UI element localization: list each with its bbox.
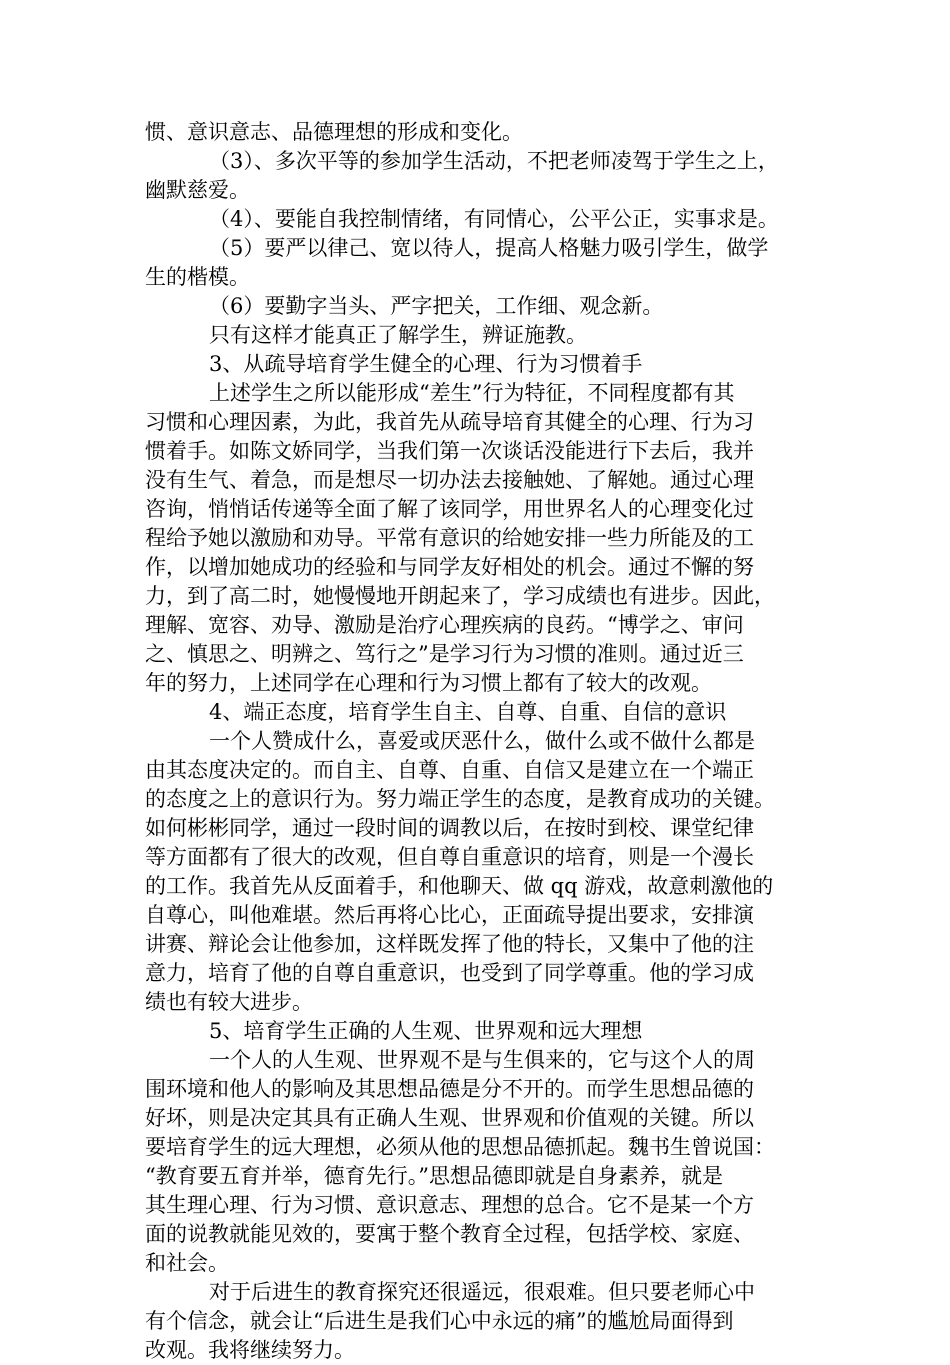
text-line: 好坏，则是决定其具有正确人生观、世界观和价值观的关键。所以 [145,1106,754,1130]
text-line: 围环境和他人的影响及其思想品德是分不开的。而学生思想品德的 [145,1077,754,1101]
text-line: 理解、宽容、劝导、激励是治疗心理疾病的良药。“博学之、审问 [145,613,744,637]
text-line: 等方面都有了很大的改观，但自尊自重意识的培育，则是一个漫长 [145,845,754,869]
text-line: 要培育学生的远大理想，必须从他的思想品德抓起。魏书生曾说国： [145,1135,775,1159]
text-line: 讲赛、辩论会让他参加，这样既发挥了他的特长，又集中了他的注 [145,932,754,956]
text-line: 一个人赞成什么，喜爱或厌恶什么，做什么或不做什么都是 [209,729,755,753]
text-line: 3、从疏导培育学生健全的心理、行为习惯着手 [209,352,643,376]
text-line: 惯着手。如陈文娇同学，当我们第一次谈话没能进行下去后，我并 [145,439,754,463]
text-line: （3）、多次平等的参加学生活动，不把老师凌驾于学生之上， [209,149,779,173]
text-line: “教育要五育并举，德育先行。”思想品德即就是自身素养，就是 [145,1164,723,1188]
text-line: 惯、意识意志、品德理想的形成和变化。 [145,120,523,144]
text-line: 和社会。 [145,1251,229,1275]
text-line: 由其态度决定的。而自主、自尊、自重、自信又是建立在一个端正 [145,758,754,782]
text-line: 的工作。我首先从反面着手，和他聊天、做 qq 游戏，故意刺激他的 [145,874,774,898]
text-line: 程给予她以激励和劝导。平常有意识的给她安排一些力所能及的工 [145,526,754,550]
text-line: 没有生气、着急，而是想尽一切办法去接触她、了解她。通过心理 [145,468,754,492]
text-line: 的态度之上的意识行为。努力端正学生的态度，是教育成功的关键。 [145,787,775,811]
text-line: 面的说教就能见效的，要寓于整个教育全过程，包括学校、家庭、 [145,1222,754,1246]
text-line: 力，到了高二时，她慢慢地开朗起来了，学习成绩也有进步。因此， [145,584,775,608]
text-line: 上述学生之所以能形成“差生”行为特征，不同程度都有其 [209,381,735,405]
text-line: 有个信念，就会让“后进生是我们心中永远的痛”的尴尬局面得到 [145,1309,734,1333]
text-line: （6）要勤字当头、严字把关，工作细、观念新。 [209,294,664,318]
text-line: 意力，培育了他的自尊自重意识，也受到了同学尊重。他的学习成 [145,961,754,985]
text-line: 如何彬彬同学，通过一段时间的调教以后，在按时到校、课堂纪律 [145,816,754,840]
document-body [145,118,825,1365]
text-line: 自尊心，叫他难堪。然后再将心比心，正面疏导提出要求，安排演 [145,903,754,927]
text-line: 生的楷模。 [145,265,250,289]
text-line: 年的努力，上述同学在心理和行为习惯上都有了较大的改观。 [145,671,712,695]
text-line: 之、慎思之、明辨之、笃行之”是学习行为习惯的准则。通过近三 [145,642,744,666]
text-line: 一个人的人生观、世界观不是与生俱来的，它与这个人的周 [209,1048,755,1072]
text-line: 只有这样才能真正了解学生，辨证施教。 [209,323,587,347]
text-line: 其生理心理、行为习惯、意识意志、理想的总合。它不是某一个方 [145,1193,754,1217]
text-line: 绩也有较大进步。 [145,990,313,1014]
text-line: （5）要严以律己、宽以待人，提高人格魅力吸引学生，做学 [209,236,769,260]
text-line: 作，以增加她成功的经验和与同学友好相处的机会。通过不懈的努 [145,555,754,579]
text-line: 幽默慈爱。 [145,178,250,202]
text-line: 对于后进生的教育探究还很遥远，很艰难。但只要老师心中 [209,1280,755,1304]
text-line: 4、端正态度，培育学生自主、自尊、自重、自信的意识 [209,700,727,724]
text-line: 咨询，悄悄话传递等全面了解了该同学，用世界名人的心理变化过 [145,497,754,521]
text-line: （4）、要能自我控制情绪，有同情心，公平公正，实事求是。 [209,207,779,231]
text-line: 改观。我将继续努力。 [145,1338,355,1362]
text-line: 习惯和心理因素，为此，我首先从疏导培育其健全的心理、行为习 [145,410,754,434]
text-line: 5、培育学生正确的人生观、世界观和远大理想 [209,1019,643,1043]
